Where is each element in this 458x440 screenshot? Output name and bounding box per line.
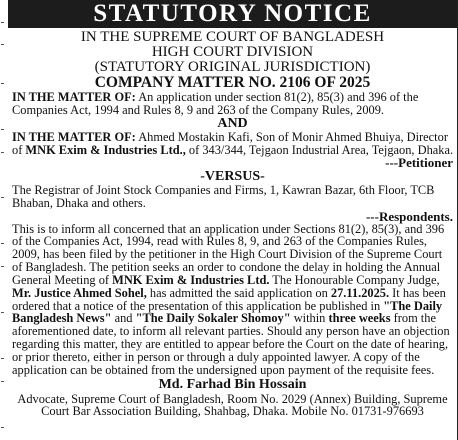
body-text: The Honourable Company Judge,	[269, 272, 440, 287]
respondents-label: ---Respondents.	[365, 208, 453, 224]
signer-address: Advocate, Supreme Court of Bangladesh, Room No. 2029 (Annex) Building, Supreme Court Bar Association Building, Shahbag, Dhaka. Mobile No. 01731-976693	[17, 391, 448, 419]
court-line-3: (STATUTORY ORIGINAL JURISDICTION)	[94, 59, 371, 75]
respondent-details: The Registrar of Joint Stock Companies and Firms, 1, Kawran Bazar, 6th Floor, TCB Bhaban, Dhaka and others.	[12, 183, 435, 210]
versus-separator: -VERSUS-	[200, 169, 265, 185]
notice-body	[12, 223, 454, 377]
company-matter-title: COMPANY MATTER NO. 2106 OF 2025	[94, 74, 371, 91]
matter-lead: IN THE MATTER OF:	[12, 90, 136, 104]
matter-application-text: An application under section 81(2), 85(3) and 396 of the Companies Act, 1994 and Rules 8, 9 and 263 of the Company Rules, 2009.	[12, 90, 419, 117]
petitioner-address: of 343/344, Tejgaon Industrial Area, Tejgaon, Dhaka.	[185, 142, 454, 157]
body-text: It has been ordered that a notice of the presentation of this application be published in	[12, 285, 446, 313]
body-text: has admitted the said application on	[146, 285, 331, 300]
court-line-1: IN THE SUPREME COURT OF BANGLADESH	[80, 29, 385, 45]
matter-petitioner	[12, 131, 454, 156]
notice-banner: STATUTORY NOTICE	[8, 0, 457, 28]
company-name: MNK Exim & Industries Ltd.,	[25, 142, 186, 157]
petitioner-label: ---Petitioner	[385, 155, 453, 171]
newspaper-2: "The Daily Sokaler Shomoy"	[135, 311, 291, 326]
time-limit: three weeks	[328, 311, 391, 326]
newspaper-1: "The Daily Bangladesh News"	[12, 298, 443, 326]
court-line-2: HIGH COURT DIVISION	[151, 44, 314, 60]
matter-application	[12, 91, 454, 116]
statutory-notice	[8, 0, 458, 440]
judge-name: Mr. Justice Ahmed Sohel,	[12, 285, 147, 300]
body-text: from the aforementioned date, to inform all relevant parties. Should any person have an objection regarding this matter, they are entitled to appear before the Court on the date of hearing, or prior thereto, either in person or through a duly appointed lawyer. A copy of the application can be obtained from the undersigned upon payment of the requisite fees.	[12, 311, 450, 377]
page-edge-marks	[0, 0, 6, 440]
body-text: This is to inform all concerned that an application under Sections 81(2), 85(3), and 396 of the Companies Act, 1994, read with Rules 8, 9, and 263 of the Companies Rules, 2009, has been filed by the petitioner in the High Court Division of the Supreme Court of Bangladesh. The petition seeks an order to condone the delay in holding the Annual General Meeting of	[12, 221, 445, 287]
signer-name: Md. Farhad Bin Hossain	[158, 376, 307, 392]
body-text: within	[290, 311, 329, 326]
company-name: MNK Exim & Industries Ltd.	[112, 272, 270, 287]
petitioner-details: Ahmed Mostakin Kafi, Son of Monir Ahmed Bhuiya, Director of	[12, 130, 448, 157]
body-text: and	[111, 311, 136, 326]
matter-lead: IN THE MATTER OF:	[12, 130, 136, 145]
admission-date: 27.11.2025.	[330, 285, 390, 300]
and-separator: AND	[217, 116, 248, 132]
